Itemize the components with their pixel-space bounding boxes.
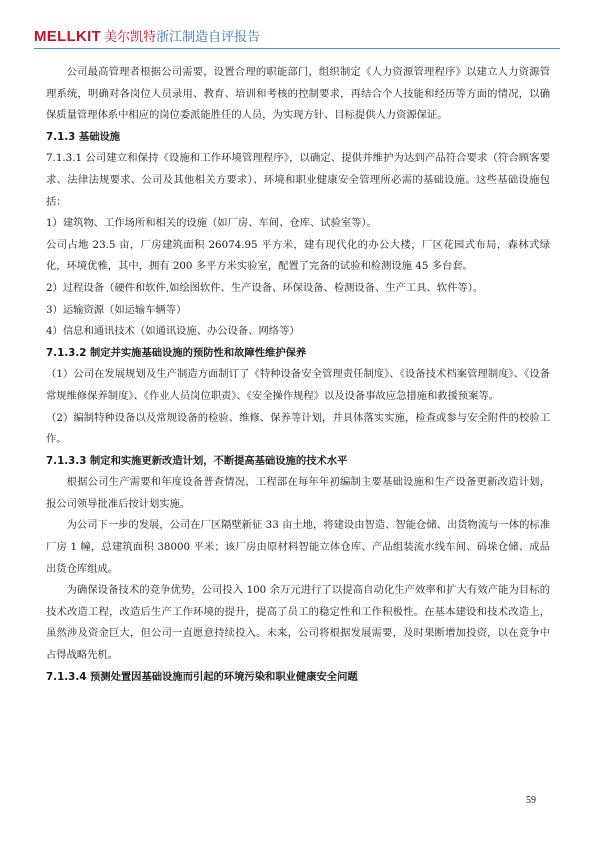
page-header xyxy=(34,26,560,50)
list-item: 3）运输资源（如运输车辆等） xyxy=(46,303,187,316)
report-title: 浙江制造自评报告 xyxy=(156,30,261,45)
header-divider xyxy=(34,48,560,49)
company-name: 美尔凯特 xyxy=(104,30,157,45)
list-item: （1）公司在发展规划及生产制造方面制订了《特种设备安全管理责任制度》、《设备技术档案管理制度》、《设备常规维修保养制度》、《作业人员岗位职责》、《安全操作规程》以及设备事故应急措施和救援预案等。 xyxy=(46,368,550,402)
list-item: 4）信息和通讯技术（如通讯设施、办公设备、网络等） xyxy=(46,325,300,338)
section-heading: 7.1.3.2 制定并实施基础设施的预防性和故障性维护保养 xyxy=(46,346,307,359)
section-heading: 7.1.3.4 预测处置因基础设施而引起的环境污染和职业健康安全问题 xyxy=(46,670,358,683)
paragraph: 为公司下一步的发展，公司在厂区隔壁新征 33 亩土地，将建设由智造、智能仓储、出货物流与一体的标准厂房 1 幢，总建筑面积 38000 平米；该厂房由原材料智能立体仓库、产品组装流水线车间、码垛仓储、成品出货仓库组成。 xyxy=(46,519,550,575)
company-logo: MELLKIT xyxy=(34,28,102,45)
paragraph: 为确保设备技术的竞争优势，公司投入 100 余万元进行了以提高自动化生产效率和扩大有效产能为目标的技术改造工程，改造后生产工作环境的提升，提高了员工的稳定性和工作积极性。在基本建设和技术改造上，虽然涉及资金巨大，但公司一直愿意持续投入。未来，公司将根据发展需要，及时果断增加投资，以在竞争中占得战略先机。 xyxy=(46,584,550,662)
list-item: （2）编制特种设备以及常规设备的检验、维修、保养等计划，并具体落实实施，检查或参与安全附件的校验工作。 xyxy=(46,411,550,446)
paragraph: 公司最高管理者根据公司需要，设置合理的职能部门，组织制定《人力资源管理程序》以建立人力资源管理系统，明确对各岗位人员录用、教育、培训和考核的控制要求，再结合个人技能和经历等方面的情况，以确保质量管理体系中相应的岗位委派能胜任的人员，为实现方针、目标提供人力资源保证。 xyxy=(46,66,550,122)
page-number: 59 xyxy=(526,795,536,806)
paragraph: 根据公司生产需要和年度设备普查情况，工程部在每年年初编制主要基础设施和生产设备更新改造计划，报公司领导批准后按计划实施。 xyxy=(46,476,550,510)
document-body xyxy=(46,62,550,688)
list-item: 2）过程设备（硬件和软件,如绘图软件、生产设备、环保设备、检测设备、生产工具、软件等）。 xyxy=(46,281,484,294)
section-heading: 7.1.3 基础设施 xyxy=(46,130,121,143)
section-heading: 7.1.3.3 制定和实施更新改造计划，不断提高基础设施的技术水平 xyxy=(46,454,348,467)
paragraph: 公司占地 23.5 亩，厂房建筑面积 26074.95 平方米，建有现代化的办公大楼，厂区花园式布局，森林式绿化，环境优雅，其中，拥有 200 多平方米实验室，配置了完备的试验和检测设施 45 多台套。 xyxy=(46,238,550,273)
paragraph: 7.1.3.1 公司建立和保持《设施和工作环境管理程序》，以确定、提供并维护为达到产品符合要求（符合顾客要求、法律法规要求、公司及其他相关方要求）、环境和职业健康安全管理所必需的基础设施。这些基础设施包括： xyxy=(46,152,550,208)
list-item: 1）建筑物、工作场所和相关的设施（如厂房、车间、仓库、试验室等）。 xyxy=(46,217,377,230)
